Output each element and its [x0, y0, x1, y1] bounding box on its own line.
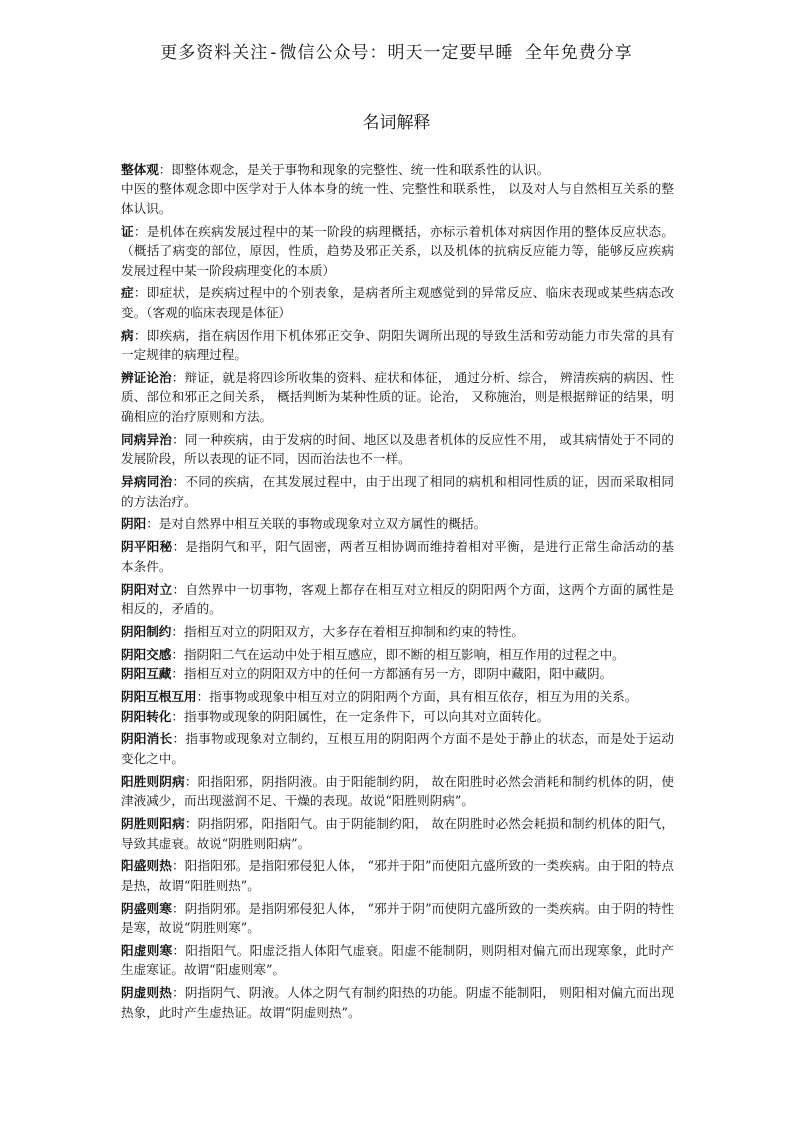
glossary-entry — [121, 514, 674, 533]
entry-term: 阴阳互藏 — [121, 666, 172, 682]
entry-term: 阴胜则阳病 — [121, 816, 185, 832]
glossary-entry — [121, 622, 674, 641]
entry-term: 阴阳交感 — [121, 646, 172, 662]
entry-definition: 即症状，是疾病过程中的个别表象，是病者所主观感觉到的异常反应、临床表现或某些病态改变。（客观的临床表现是体征） — [121, 285, 675, 320]
glossary-entry — [121, 664, 674, 683]
entry-separator: ： — [146, 516, 159, 532]
entry-separator: ： — [184, 816, 198, 832]
entry-term: 异病同治 — [121, 474, 173, 490]
glossary-entry — [121, 179, 674, 218]
entry-separator: ： — [172, 943, 186, 959]
glossary-entry — [121, 326, 674, 365]
entry-separator: ： — [171, 646, 184, 662]
entry-term: 阴盛则寒 — [121, 900, 173, 916]
entry-definition: 阳指阳气。阳虚泛指人体阳气虚衰。阳虚不能制阴，则阴相对偏亢而出现寒象，此时产生虚寒证。故谓“阳虚则寒”。 — [121, 943, 675, 978]
entry-definition: 阴指阴邪。是指阴邪侵犯人体， “邪并于阴”而使阴亢盛所致的一类疾病。由于阴的特性是寒，故说“阴胜则寒”。 — [121, 900, 675, 936]
entry-separator: ： — [133, 285, 147, 301]
entry-separator: ： — [171, 370, 185, 386]
glossary-entry — [121, 707, 674, 726]
glossary-entry — [121, 729, 674, 768]
entry-term: 整体观 — [121, 162, 159, 177]
entry-definition: 是机体在疾病发展过程中的某一阶段的病理概括，亦标示着机体对病因作用的整体反应状态。（概括了病变的部位，原因，性质，趋势及邪正关系，以及机体的抗病反应能力等，能够反应疾病发展过程中某一阶段病理变化的本质） — [121, 223, 675, 278]
entry-term: 阳胜则阴病 — [121, 773, 185, 789]
entry-separator: ： — [171, 666, 184, 682]
entry-term: 阴阳 — [121, 516, 147, 532]
entry-term: 阴阳互根互用 — [121, 689, 197, 705]
entry-separator: ： — [158, 162, 172, 177]
page-title: 名词解释 — [362, 113, 431, 133]
entry-separator: ： — [171, 623, 184, 639]
glossary-entry — [121, 983, 674, 1022]
entry-definition: 指相互对立的阴阳双方中的任何一方都涵有另一方，即阴中藏阳，阳中藏阴。 — [183, 666, 613, 682]
entry-definition: 即整体观念，是关于事物和现象的完整性、统一性和联系性的认识。 — [171, 162, 550, 177]
entry-separator: ： — [133, 327, 147, 343]
glossary-entry — [121, 472, 674, 511]
entry-term: 阳盛则热 — [121, 858, 173, 874]
entry-definition: 是指阴气和平，阳气固密，两者互相协调而维持着相对平衡，是进行正常生命活动的基本条件。 — [121, 539, 675, 574]
glossary-entry — [121, 580, 674, 619]
entry-term: 阴阳对立 — [121, 581, 173, 597]
entry-separator: ： — [172, 900, 185, 916]
entry-term: 阳虚则寒 — [121, 943, 173, 959]
entry-definition: 是对自然界中相互关联的事物或现象对立双方属性的概括。 — [158, 516, 487, 532]
entry-separator: ： — [172, 474, 186, 490]
entry-definition: 指事物或现象对立制约，互根互用的阴阳两个方面不是处于静止的状态，而是处于运动变化之中。 — [121, 731, 675, 766]
entry-term: 辨证论治 — [121, 370, 172, 386]
entry-separator: ： — [172, 581, 186, 597]
entry-definition: 阴指阴气、阴液。人体之阴气有制约阳热的功能。阴虚不能制阳， 则阳相对偏亢而出现热象，此时产生虚热证。故谓“阴虚则热”。 — [121, 985, 675, 1020]
entry-separator: ： — [172, 431, 185, 447]
entry-separator: ： — [133, 223, 147, 239]
entry-definition: 不同的疾病，在其发展过程中，由于出现了相同的病机和相同性质的证，因而采取相同的方法治疗。 — [121, 474, 675, 509]
entry-definition: 指事物或现象的阴阳属性，在一定条件下，可以向其对立面转化。 — [183, 708, 550, 724]
entry-definition: 阳指阳邪。是指阳邪侵犯人体， “邪并于阳”而使阳亢盛所致的一类疾病。由于阳的特点是热，故谓“阳胜则热”。 — [121, 858, 675, 893]
entry-separator: ： — [171, 708, 184, 724]
entry-definition: 指阴阳二气在运动中处于相互感应，即不断的相互影响，相互作用的过程之中。 — [183, 646, 625, 662]
entry-definition: 同一种疾病，由于发病的时间、地区以及患者机体的反应性不用， 或其病情处于不同的发展阶段，所以表现的证不同，因而治法也不一样。 — [121, 431, 675, 467]
entry-term: 阴阳消长 — [121, 731, 173, 747]
glossary-entry — [121, 899, 674, 938]
entry-definition: 辩证，就是将四诊所收集的资料、症状和体征， 通过分析、综合， 辨清疾病的病因、性质、部位和邪正之间关系， 概括判断为某种性质的证。论治， 又称施治，则是根据辩证的结果，明确相应的治疗原则和方法。 — [121, 370, 675, 424]
entry-definition: 阴指阴邪，阳指阳气。由于阴能制约阳， 故在阴胜时必然会耗损和制约机体的阳气，导致其虚衰。故说“阴胜则阳病”。 — [121, 816, 675, 851]
glossary-entry — [121, 283, 674, 322]
entry-separator: ： — [172, 858, 185, 874]
glossary-entry — [121, 645, 674, 664]
entry-separator: ： — [172, 985, 185, 1001]
entry-term: 症 — [121, 285, 134, 301]
entry-separator: ： — [172, 731, 186, 747]
entry-term: 阴平阳秘 — [121, 539, 173, 555]
glossary-entry — [121, 160, 674, 179]
entry-definition: 即疾病，指在病因作用下机体邪正交争、阴阳失调所出现的导致生活和劳动能力市失常的具有一定规律的病理过程。 — [121, 327, 675, 363]
entry-term: 病 — [121, 327, 134, 343]
entry-term: 同病异治 — [121, 431, 173, 447]
entry-definition: 自然界中一切事物，客观上都存在相互对立相反的阴阳两个方面，这两个方面的属性是相反的，矛盾的。 — [121, 581, 675, 617]
glossary-entry — [121, 687, 674, 706]
glossary-entry — [121, 222, 674, 280]
entry-definition: 指相互对立的阴阳双方，大多存在着相互抑制和约束的特性。 — [183, 623, 524, 639]
entry-definition: 中医的整体观念即中医学对于人体本身的统一性、完整性和联系性， 以及对人与自然相互关系的整体认识。 — [121, 181, 674, 216]
entry-term: 阴阳转化 — [121, 708, 172, 724]
glossary-content — [121, 160, 674, 1026]
entry-definition: 阳指阳邪，阴指阴液。由于阳能制约阴， 故在阳胜时必然会消耗和制约机体的阴，使津液减少，而出现滋润不足、干燥的表现。故说“阳胜则阴病”。 — [121, 773, 675, 809]
entry-definition: 指事物或现象中相互对立的阴阳两个方面，具有相互依存，相互为用的关系。 — [209, 689, 638, 705]
entry-separator: ： — [172, 539, 186, 555]
glossary-entry — [121, 368, 674, 426]
entry-separator: ： — [196, 689, 210, 705]
glossary-entry — [121, 941, 674, 980]
glossary-entry — [121, 537, 674, 576]
glossary-entry — [121, 772, 674, 811]
promo-header: 更多资料关注-微信公众号：明天一定要早睡 全年免费分享 — [160, 43, 633, 63]
entry-term: 证 — [121, 223, 134, 239]
entry-separator: ： — [184, 773, 198, 789]
glossary-entry — [121, 814, 674, 853]
entry-term: 阴虚则热 — [121, 985, 173, 1001]
glossary-entry — [121, 856, 674, 895]
entry-term: 阴阳制约 — [121, 623, 172, 639]
glossary-entry — [121, 430, 674, 469]
